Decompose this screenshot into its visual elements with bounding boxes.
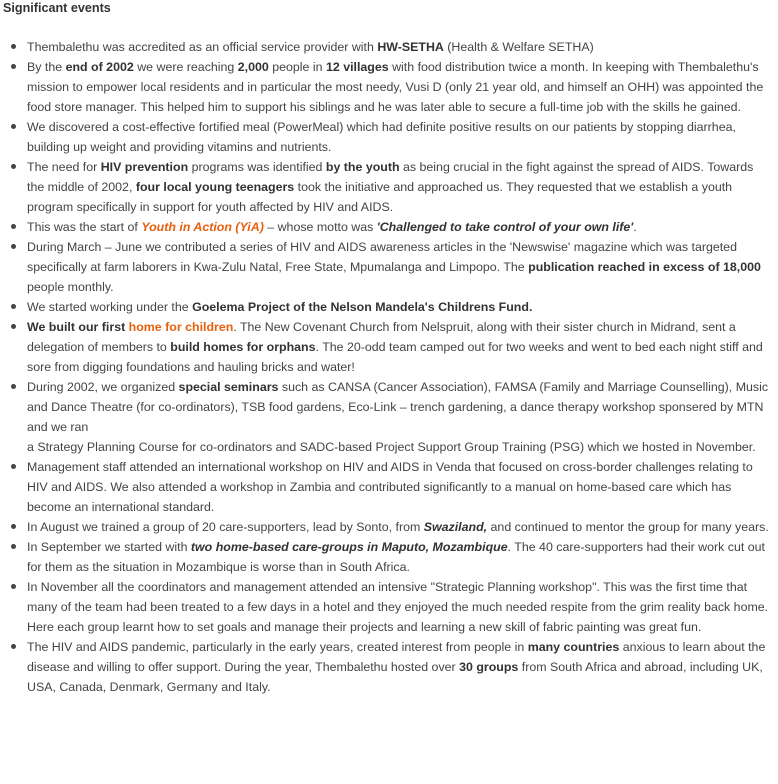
section-heading: Significant events bbox=[3, 1, 111, 15]
list-item bbox=[0, 577, 772, 637]
bold-text: by the youth bbox=[325, 160, 400, 174]
bold-text: 30 groups bbox=[459, 660, 519, 674]
bold-text: publication reached in excess of 18,000 bbox=[528, 260, 761, 274]
text: anxious to learn about the disease and willing to offer support. During the year, Thembalethu hosted over bbox=[27, 640, 766, 674]
text: from South Africa and abroad, including UK, USA, Canada, Denmark, Germany and Italy. bbox=[27, 660, 763, 694]
list-item bbox=[0, 117, 772, 157]
highlight-text: home for children bbox=[128, 320, 234, 334]
text: with food distribution twice a month. In keeping with Thembalethu's mission to empower local residents and in particular the most needy, Vusi D (only 21 year old, and himself an OHH) was appointed the food store manager. This helped him to support his siblings and he was later able to secure a full-time job with the skills he gained. bbox=[27, 60, 764, 114]
text: The need for bbox=[27, 160, 101, 174]
list-item bbox=[0, 637, 772, 697]
text: . bbox=[633, 220, 637, 234]
text: took the initiative and approached us. They requested that we establish a youth program specifically in support for youth affected by HIV and AIDS. bbox=[27, 180, 733, 214]
text: as being crucial in the fight against the spread of AIDS. Towards the middle of 2002, bbox=[27, 160, 754, 194]
bold-italic-text: two home-based care-groups in Maputo, Mozambique bbox=[190, 540, 508, 554]
list-item bbox=[0, 237, 772, 297]
text: Thembalethu was accredited as an official service provider with bbox=[27, 40, 378, 54]
text: . The New Covenant Church from Nelspruit, along with their sister church in Midrand, sent a delegation of members to bbox=[27, 320, 736, 354]
events-list bbox=[0, 37, 772, 697]
text: In September we started with bbox=[27, 540, 191, 554]
list-item bbox=[0, 297, 772, 317]
text: In August we trained a group of 20 care-supporters, lead by Sonto, from bbox=[27, 520, 424, 534]
list-item bbox=[0, 317, 772, 377]
list-item bbox=[0, 517, 772, 537]
bold-text: special seminars bbox=[178, 380, 279, 394]
text: We started working under the bbox=[27, 300, 193, 314]
text: The HIV and AIDS pandemic, particularly in the early years, created interest from people in bbox=[27, 640, 528, 654]
bold-text: HIV prevention bbox=[100, 160, 189, 174]
text: During 2002, we organized bbox=[27, 380, 179, 394]
text: In November all the coordinators and management attended an intensive "Strategic Planning workshop". This was the first time that many of the team had been treated to a few days in a hotel and they enjoyed the much needed respite from the grim reality back home. Here each group learnt how to set goals and manage their projects and learning a new skill of fabric painting was great fun. bbox=[27, 580, 769, 634]
bold-text: We built our first bbox=[27, 320, 129, 334]
bold-text: HW-SETHA bbox=[377, 40, 444, 54]
bold-text: 12 villages bbox=[325, 60, 389, 74]
list-item bbox=[0, 377, 772, 457]
list-item bbox=[0, 457, 772, 517]
text: programs was identified bbox=[188, 160, 326, 174]
text: . The 40 care-supporters had their work cut out for them as the situation in Mozambique is worse than in South Africa. bbox=[27, 540, 765, 574]
bold-text: four local young teenagers bbox=[135, 180, 295, 194]
text: By the bbox=[27, 60, 66, 74]
text: Management staff attended an international workshop on HIV and AIDS in Venda that focused on cross-border challenges relating to HIV and AIDS. We also attended a workshop in Zambia and contributed significantly to a manual on home-based care which has become an international standard. bbox=[27, 460, 753, 514]
text: We discovered a cost-effective fortified meal (PowerMeal) which had definite positive results on our patients by stopping diarrhea, building up weight and providing vitamins and nutrients. bbox=[27, 120, 736, 154]
list-item bbox=[0, 157, 772, 217]
text: – whose motto was bbox=[263, 220, 377, 234]
list-item bbox=[0, 217, 772, 237]
bold-text: 2,000 bbox=[237, 60, 269, 74]
text: and continued to mentor the group for many years. bbox=[487, 520, 769, 534]
text: (Health & Welfare SETHA) bbox=[443, 40, 594, 54]
bold-text: Goelema Project of the Nelson Mandela's Childrens Fund. bbox=[192, 300, 533, 314]
list-item bbox=[0, 37, 772, 57]
text: a Strategy Planning Course for co-ordinators and SADC-based Project Support Group Training (PSG) which we hosted in November. bbox=[27, 440, 756, 454]
text: people in bbox=[268, 60, 326, 74]
highlight-text: Youth in Action (YiA) bbox=[141, 220, 264, 234]
text: . The 20-odd team camped out for two weeks and went to bed each night stiff and sore from digging foundations and hauling bricks and water! bbox=[27, 340, 763, 374]
motto-text: 'Challenged to take control of your own life' bbox=[376, 220, 634, 234]
text: people monthly. bbox=[27, 280, 114, 294]
list-item bbox=[0, 57, 772, 117]
text: During March – June we contributed a series of HIV and AIDS awareness articles in the 'Newswise' magazine which was targeted specifically at farm laborers in Kwa-Zulu Natal, Free State, Mpumalanga and Limpopo. The bbox=[27, 240, 737, 274]
bold-text: end of 2002 bbox=[65, 60, 134, 74]
list-item bbox=[0, 537, 772, 577]
text: such as CANSA (Cancer Association), FAMSA (Family and Marriage Counselling), Music and Dance Theatre (for co-ordinators), TSB food gardens, Eco-Link – trench gardening, a dance therapy workshop sponsered by MTN and we ran bbox=[27, 380, 769, 434]
text: we were reaching bbox=[133, 60, 238, 74]
text: This was the start of bbox=[27, 220, 142, 234]
bold-italic-text: Swaziland, bbox=[423, 520, 488, 534]
bold-text: build homes for orphans bbox=[170, 340, 316, 354]
bold-text: many countries bbox=[527, 640, 620, 654]
